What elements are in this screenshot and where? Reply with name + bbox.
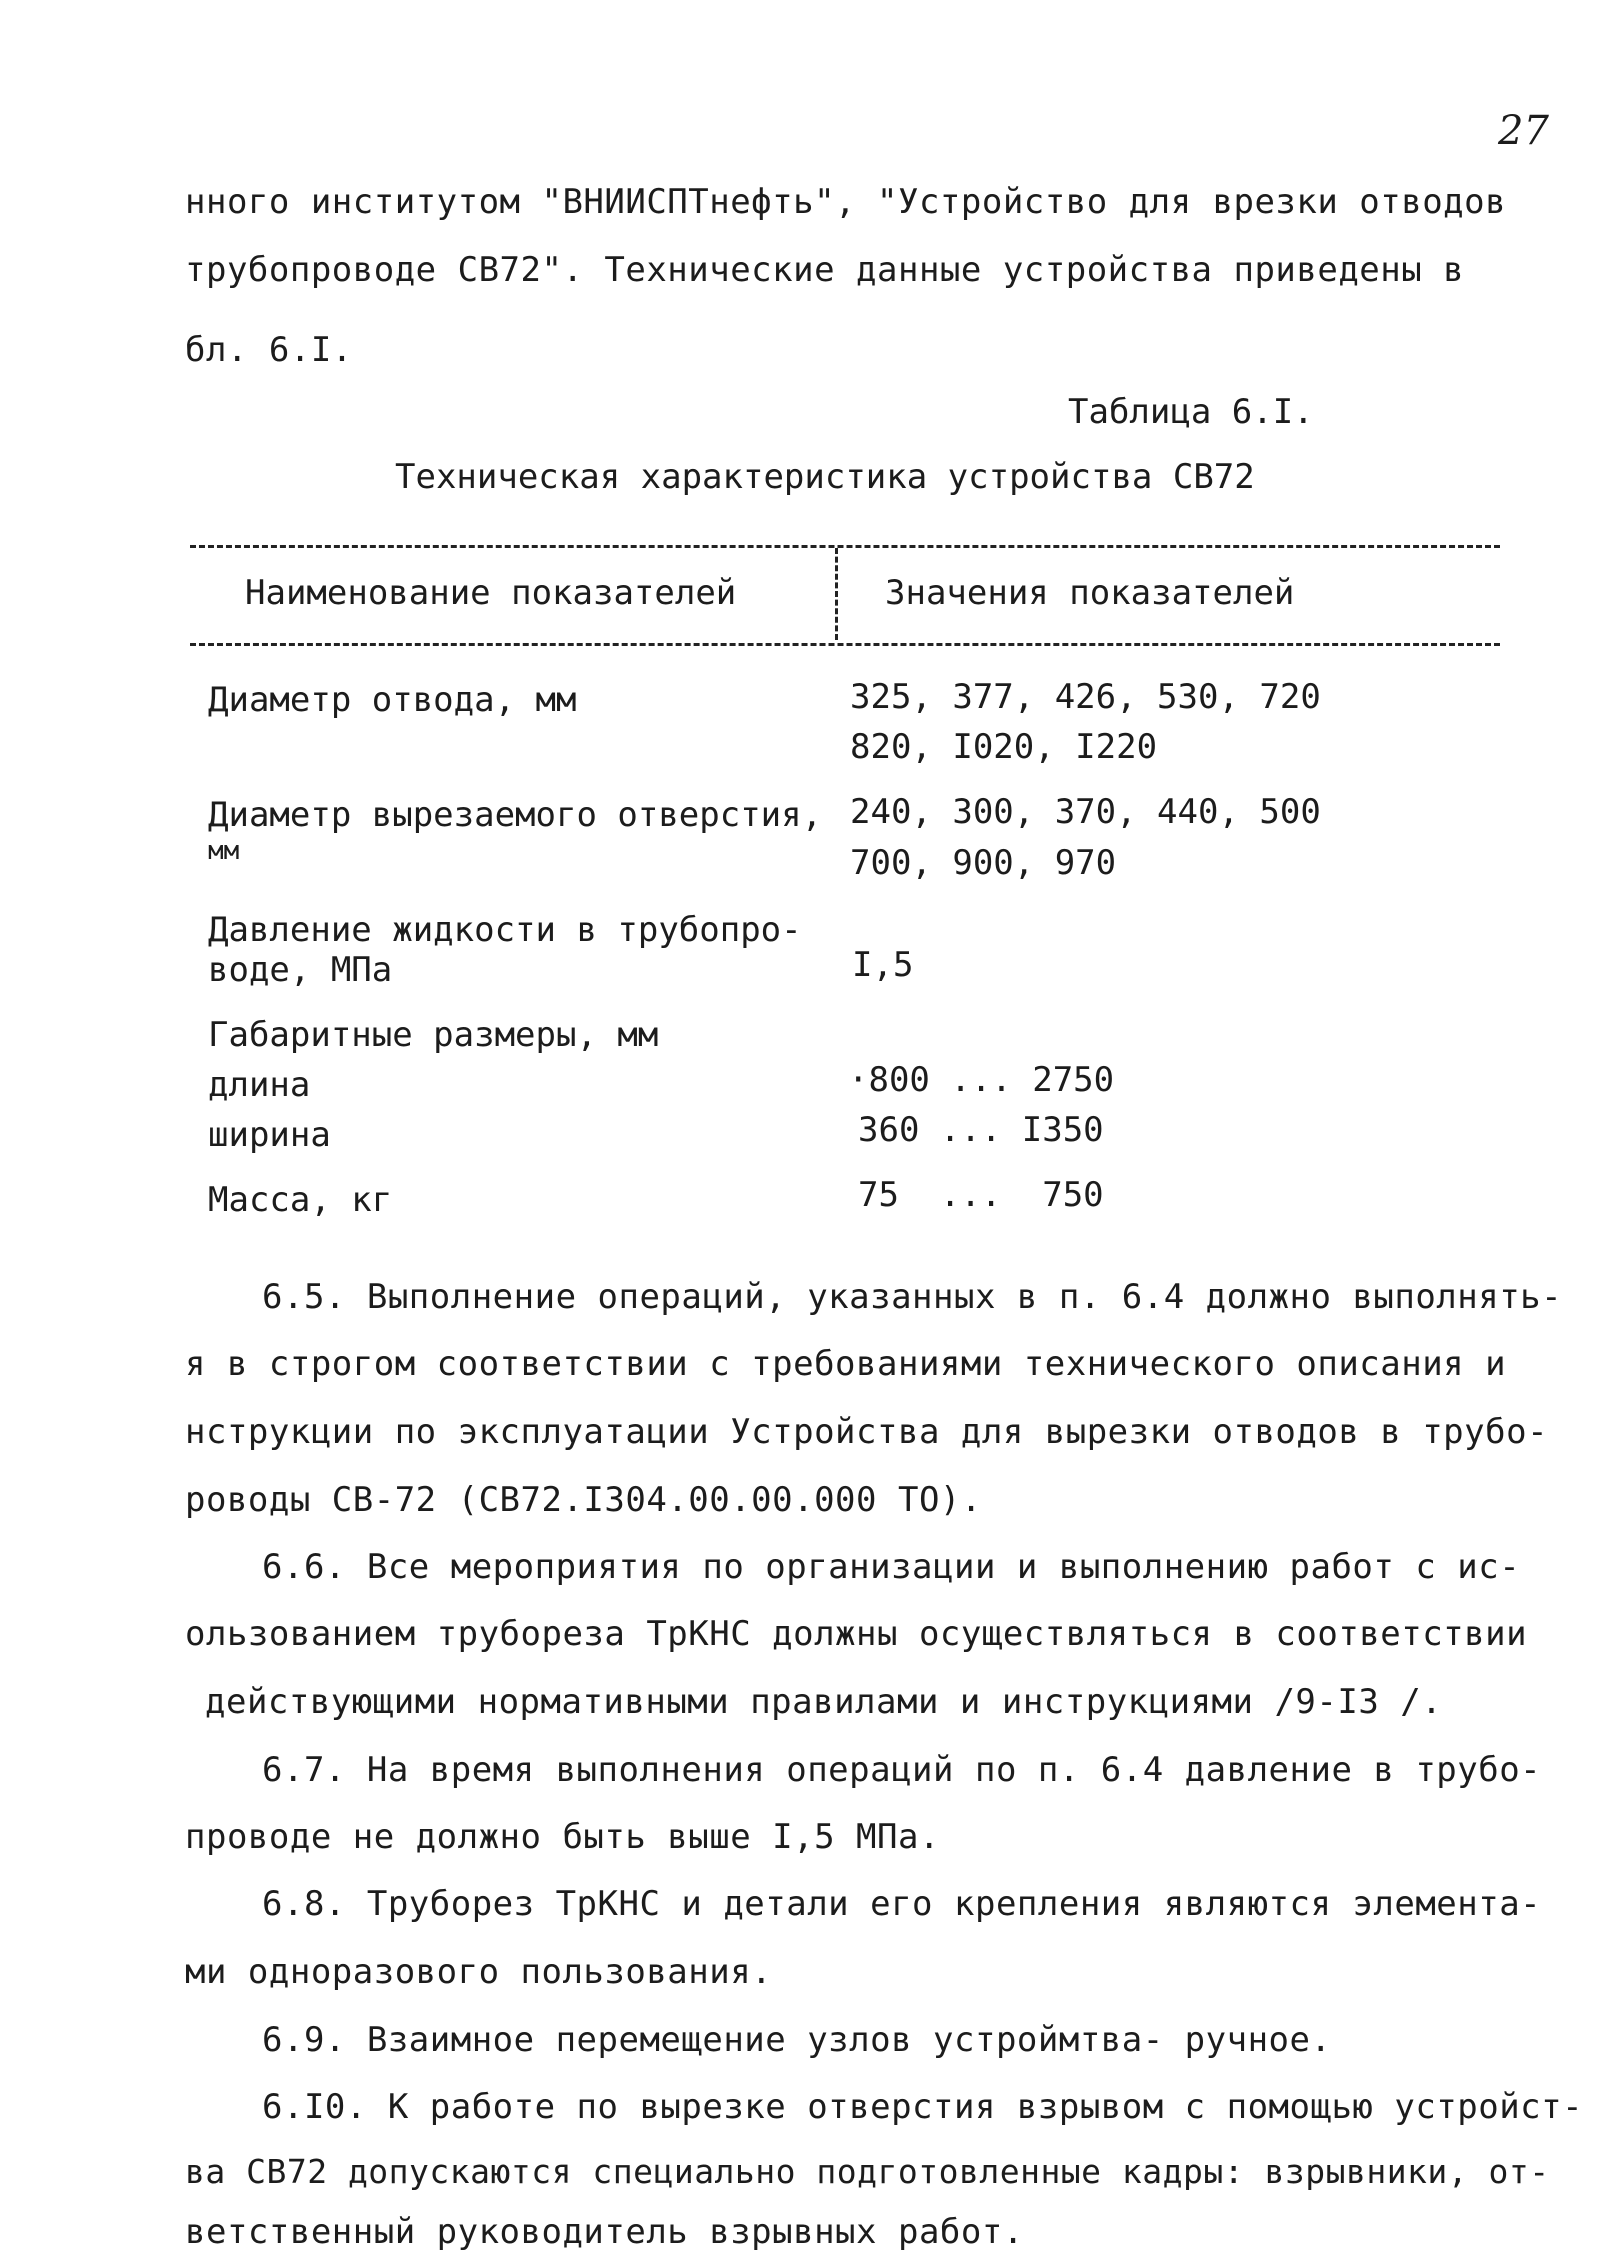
paragraph-line: 6.I0. К работе по вырезке отверстия взрывом с помощью устройст- [262, 2087, 1584, 2127]
table-row-name: мм [208, 836, 240, 866]
paragraph-line: 6.7. На время выполнения операций по п. 6.4 давление в трубо- [262, 1750, 1542, 1790]
table-row-name: Диаметр отвода, мм [208, 680, 577, 720]
intro-line: нного институтом "ВНИИСПТнефть", "Устройство для врезки отводов [185, 182, 1507, 222]
paragraph-line: проводе не должно быть выше I,5 МПа. [185, 1817, 940, 1857]
table-row-value: 360 ... I350 [858, 1110, 1104, 1150]
paragraph-line: ветственный руководитель взрывных работ. [185, 2212, 1024, 2252]
paragraph-line: ми одноразового пользования. [185, 1952, 773, 1992]
paragraph-line: действующими нормативными правилами и инструкциями /9-I3 /. [205, 1682, 1443, 1722]
table-header-name: Наименование показателей [245, 573, 737, 613]
paragraph-line: 6.5. Выполнение операций, указанных в п. 6.4 должно выполнять- [262, 1277, 1563, 1317]
table-row-value: I,5 [852, 945, 914, 985]
table-row-value: 820, I020, I220 [850, 727, 1158, 767]
paragraph-line: нструкции по эксплуатации Устройства для вырезки отводов в трубо- [185, 1412, 1549, 1452]
table-header-value: Значения показателей [885, 573, 1295, 613]
table-row-name: воде, МПа [208, 950, 393, 990]
paragraph-line: ва СВ72 допускаются специально подготовленные кадры: взрывники, от- [185, 2152, 1550, 2191]
paragraph-line: 6.9. Взаимное перемещение узлов устроймтва- ручное. [262, 2020, 1332, 2060]
page-number: 27 [1498, 108, 1549, 154]
table-row-name: Масса, кг [208, 1180, 393, 1220]
table-row-value: 700, 900, 970 [850, 843, 1117, 883]
table-row-value: 325, 377, 426, 530, 720 [850, 677, 1321, 717]
paragraph-line: роводы СВ-72 (СВ72.I304.00.00.000 ТО). [185, 1480, 982, 1520]
table-row-name: ширина [208, 1115, 331, 1155]
table-row-value: ·800 ... 2750 [848, 1060, 1115, 1100]
paragraph-line: 6.8. Труборез ТрКНС и детали его крепления являются элемента- [262, 1884, 1542, 1924]
table-top-rule [190, 545, 1500, 548]
table-row-value: 240, 300, 370, 440, 500 [850, 792, 1321, 832]
intro-line: трубопроводе СВ72". Технические данные устройства приведены в [185, 250, 1465, 290]
paragraph-line: 6.6. Все мероприятия по организации и выполнению работ с ис- [262, 1547, 1521, 1587]
intro-line: бл. 6.I. [185, 330, 353, 370]
table-row-name: Диаметр вырезаемого отверстия, [208, 795, 823, 835]
table-title: Техническая характеристика устройства СВ72 [395, 457, 1255, 497]
table-column-separator [835, 548, 838, 640]
paragraph-line: я в строгом соответствии с требованиями технического описания и [185, 1344, 1507, 1384]
table-header-rule [190, 643, 1500, 646]
table-row-name: длина [208, 1065, 311, 1105]
paragraph-line: ользованием труборeза ТрКНС должны осуществляться в соответствии [185, 1614, 1528, 1654]
table-row-name: Габаритные размеры, мм [208, 1015, 659, 1055]
table-row-value: 75 ... 750 [858, 1175, 1104, 1215]
table-label: Таблица 6.I. [1068, 392, 1314, 432]
table-row-name: Давление жидкости в трубопро- [208, 910, 802, 950]
